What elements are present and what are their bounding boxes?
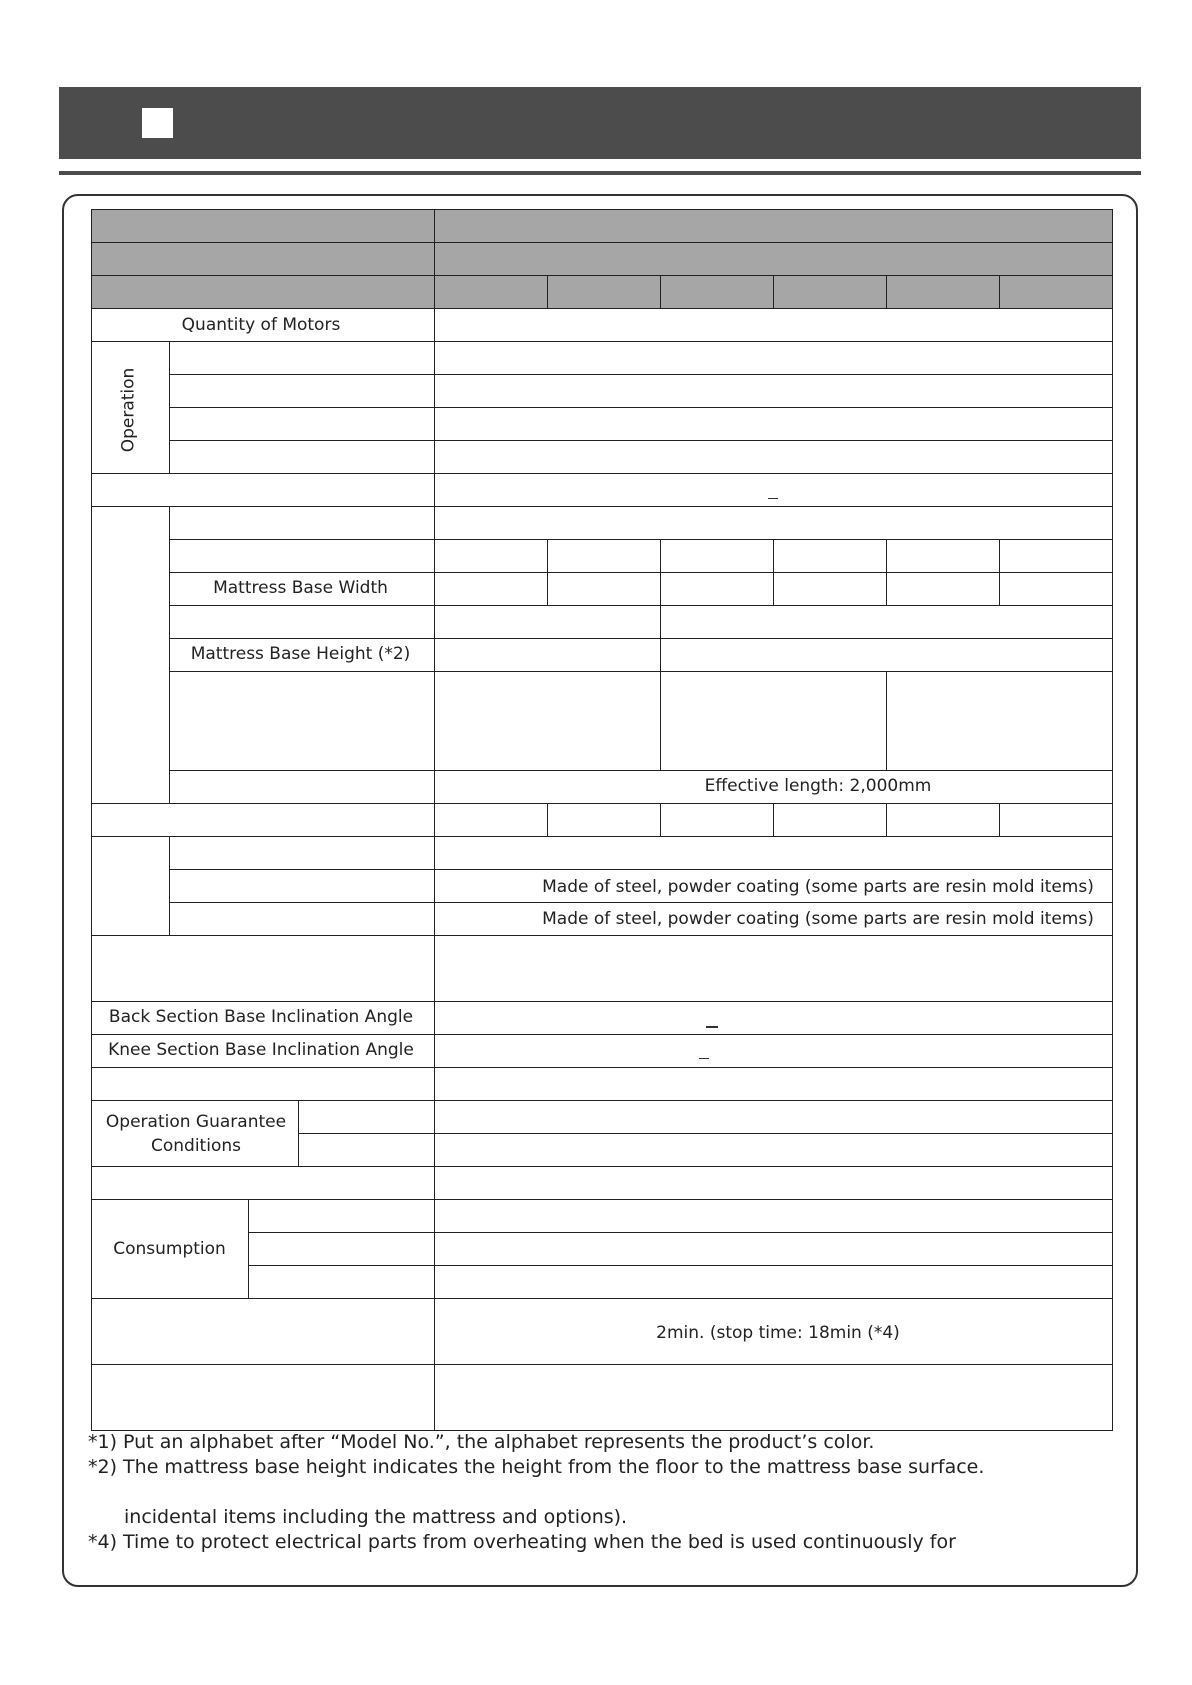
label-back-section-angle: Back Section Base Inclination Angle xyxy=(108,1007,414,1027)
table-cell xyxy=(660,539,774,573)
table-cell xyxy=(660,803,774,837)
table-cell xyxy=(999,572,1113,606)
label-conditions: Conditions xyxy=(151,1136,241,1156)
section-header-bar xyxy=(59,87,1141,159)
table-cell xyxy=(434,1199,1113,1233)
table-cell xyxy=(773,572,887,606)
table-cell xyxy=(434,308,1113,342)
table-cell xyxy=(886,671,1113,771)
header-rule xyxy=(59,171,1141,175)
table-cell xyxy=(91,803,435,837)
table-cell xyxy=(169,770,435,804)
table-cell xyxy=(660,671,887,771)
table-cell xyxy=(298,1100,435,1134)
table-cell xyxy=(434,407,1113,441)
table-cell xyxy=(434,1364,1113,1431)
table-cell xyxy=(434,572,548,606)
table-cell xyxy=(298,1133,435,1167)
table-header-cell xyxy=(773,275,887,309)
label-mattress-base-width: Mattress Base Width xyxy=(213,578,388,598)
value-material-row-2: Made of steel, powder coating (some parts are resin mold items) xyxy=(542,909,1094,929)
value-material-row-1: Made of steel, powder coating (some parts are resin mold items) xyxy=(542,877,1094,897)
footnote-4: *4) Time to protect electrical parts from overheating when the bed is used continuously for xyxy=(88,1531,956,1553)
table-header-cell xyxy=(434,275,548,309)
table-cell xyxy=(91,1364,435,1431)
label-quantity-of-motors: Quantity of Motors xyxy=(181,315,341,335)
table-cell xyxy=(248,1265,435,1299)
value-rated-time: 2min. (stop time: 18min (*4) xyxy=(656,1322,900,1343)
label-operation-guarantee: Operation Guarantee xyxy=(105,1112,287,1132)
table-cell xyxy=(434,440,1113,474)
table-cell xyxy=(434,605,661,639)
table-cell xyxy=(434,374,1113,408)
table-cell xyxy=(434,1166,1113,1200)
table-header-cell xyxy=(91,209,435,243)
footnote-3-cont: incidental items including the mattress and options). xyxy=(124,1506,628,1528)
table-cell xyxy=(434,1265,1113,1299)
table-cell xyxy=(999,539,1113,573)
table-cell xyxy=(547,803,661,837)
table-cell xyxy=(91,473,435,507)
table-cell xyxy=(660,605,1113,639)
table-cell xyxy=(434,671,661,771)
table-header-cell xyxy=(434,242,1113,276)
table-cell xyxy=(547,572,661,606)
table-cell xyxy=(434,638,661,672)
table-cell xyxy=(169,902,435,936)
table-cell xyxy=(886,803,1000,837)
table-cell xyxy=(91,935,435,1002)
table-cell xyxy=(169,869,435,903)
table-cell xyxy=(434,341,1113,375)
table-cell xyxy=(91,506,170,804)
table-cell xyxy=(434,1100,1113,1134)
table-cell xyxy=(91,1298,435,1365)
table-cell xyxy=(169,605,435,639)
table-cell xyxy=(886,572,1000,606)
table-cell xyxy=(999,803,1113,837)
table-cell xyxy=(169,671,435,771)
table-header-cell xyxy=(999,275,1113,309)
table-cell xyxy=(434,506,1113,540)
footnote-2: *2) The mattress base height indicates the height from the floor to the mattress base surface. xyxy=(88,1456,985,1478)
table-cell xyxy=(169,341,435,375)
table-cell xyxy=(434,1001,1113,1035)
label-operation: Operation xyxy=(118,367,139,453)
table-header-cell xyxy=(91,275,435,309)
table-cell xyxy=(169,506,435,540)
table-cell xyxy=(434,935,1113,1002)
table-cell xyxy=(547,539,661,573)
dash-mark xyxy=(699,1058,709,1059)
table-cell xyxy=(248,1199,435,1233)
table-cell xyxy=(434,1067,1113,1101)
label-mattress-base-height: Mattress Base Height (*2) xyxy=(190,644,411,664)
table-cell xyxy=(434,836,1113,870)
table-cell xyxy=(434,473,1113,507)
label-knee-section-angle: Knee Section Base Inclination Angle xyxy=(108,1040,414,1060)
table-cell xyxy=(434,539,548,573)
table-cell xyxy=(169,440,435,474)
table-cell xyxy=(248,1232,435,1266)
table-cell xyxy=(434,1232,1113,1266)
table-cell xyxy=(434,1133,1113,1167)
section-marker-square xyxy=(142,108,173,138)
table-cell xyxy=(91,1067,435,1101)
dash-mark xyxy=(768,498,778,499)
table-cell xyxy=(773,803,887,837)
table-cell xyxy=(169,407,435,441)
footnote-gap xyxy=(88,1480,1128,1505)
table-cell xyxy=(434,803,548,837)
table-header-cell xyxy=(434,209,1113,243)
value-effective-length: Effective length: 2,000mm xyxy=(704,776,932,796)
table-cell xyxy=(169,539,435,573)
table-header-cell xyxy=(91,242,435,276)
label-consumption: Consumption xyxy=(113,1239,226,1259)
table-cell xyxy=(169,836,435,870)
table-cell xyxy=(660,638,1113,672)
table-cell xyxy=(773,539,887,573)
table-cell xyxy=(91,836,170,936)
footnotes xyxy=(88,1430,1128,1555)
table-header-cell xyxy=(547,275,661,309)
dash-mark xyxy=(706,1026,718,1028)
table-header-cell xyxy=(660,275,774,309)
table-cell xyxy=(434,1034,1113,1068)
footnote-1: *1) Put an alphabet after “Model No.”, the alphabet represents the product’s color. xyxy=(88,1431,875,1453)
table-cell xyxy=(886,539,1000,573)
table-cell xyxy=(660,572,774,606)
table-cell xyxy=(169,374,435,408)
table-cell xyxy=(91,1166,435,1200)
table-header-cell xyxy=(886,275,1000,309)
